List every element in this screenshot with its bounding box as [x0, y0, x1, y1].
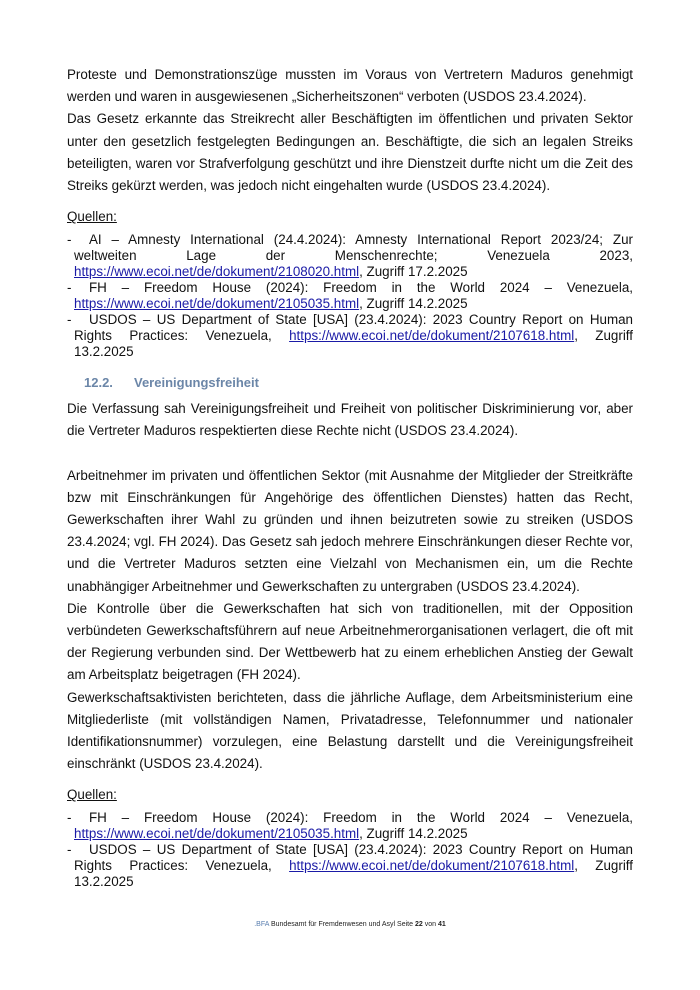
source-link[interactable]: https://www.ecoi.net/de/dokument/2105035.html: [74, 296, 360, 312]
intro-text: [67, 64, 633, 197]
paragraph: Proteste und Demonstrationszüge mussten im Voraus von Vertretern Maduros genehmigt werden und waren in ausgewiesenen „Sicherheitszonen“ verboten (USDOS 23.4.2024).: [67, 67, 633, 105]
page-content: [67, 0, 633, 950]
footer-page-label: Seite: [397, 921, 414, 928]
source-item: - FH – Freedom House (2024): Freedom in the World 2024 – Venezuela, https://www.ecoi.net/de/dokument/2105035.html, Zugriff 14.2.2025: [67, 810, 633, 842]
paragraph: Die Verfassung sah Vereinigungsfreiheit und Freiheit von politischer Diskriminierung vor, aber die Vertreter Maduros respektierten diese Rechte nicht (USDOS 23.4.2024).: [67, 401, 633, 439]
source-item: - USDOS – US Department of State [USA] (23.4.2024): 2023 Country Report on Human Rights Practices: Venezuela, https://www.ecoi.net/de/dokument/2107618.html, Zugriff 13.2.2025: [67, 312, 633, 360]
source-link[interactable]: https://www.ecoi.net/de/dokument/2108020.html: [74, 264, 360, 280]
source-access: , Zugriff 14.2.2025: [359, 296, 468, 312]
source-access: , Zugriff 13.2.2025: [74, 328, 633, 360]
source-item: - FH – Freedom House (2024): Freedom in the World 2024 – Venezuela, https://www.ecoi.net/de/dokument/2105035.html, Zugriff 14.2.2025: [67, 280, 633, 312]
page-number: 22: [414, 921, 423, 928]
footer-org: Bundesamt für Fremdenwesen und Asyl: [270, 921, 396, 928]
paragraph: Arbeitnehmer im privaten und öffentlichen Sektor (mit Ausnahme der Mitglieder der Streitkräfte bzw mit Einschränkungen für Angehörige des öffentlichen Dienstes) hatten das Recht, Gewerkschaften ihrer Wahl zu gründen und ihnen beizutreten sowie zu streiken (USDOS 23.4.2024; vgl. FH 2024). Das Gesetz sah jedoch mehrere Einschränkungen dieser Rechte vor, und die Vertreter Maduros setzten eine Vielzahl von Mechanismen ein, um die Rechte unabhängiger Arbeitnehmer und Gewerkschaften zu untergraben (USDOS 23.4.2024).: [67, 467, 633, 594]
source-text: USDOS – US Department of State [USA] (23.4.2024): 2023 Country Report on Human Rights Practices: Venezuela,: [74, 312, 633, 344]
sources-label: Quellen:: [67, 787, 117, 803]
paragraph: Das Gesetz erkannte das Streikrecht aller Beschäftigten im öffentlichen und privaten Sektor unter den gesetzlich festgelegten Bedingungen an. Beschäftigte, die sich an legalen Streiks beteiligten, waren vor Strafverfolgung geschützt und ihre Dienstzeit durfte nicht um die Zeit des Streiks gekürzt werden, was jedoch nicht eingehalten wurde (USDOS 23.4.2024).: [67, 111, 633, 194]
source-link[interactable]: https://www.ecoi.net/de/dokument/2107618.html: [289, 328, 575, 344]
paragraph: Gewerkschaftsaktivisten berichteten, dass die jährliche Auflage, dem Arbeitsministerium eine Mitgliederliste (mit vollständigen Namen, Privatadresse, Telefonnummer und nationaler Identifikationsnummer) vorzulegen, eine Belastung darstellt und die Vereinigungsfreiheit einschränkt (USDOS 23.4.2024).: [67, 689, 633, 772]
source-text: FH – Freedom House (2024): Freedom in the World 2024 – Venezuela,: [89, 280, 633, 296]
source-text: AI – Amnesty International (24.4.2024): Amnesty International Report 2023/24; Zur weltweiten Lage der Menschenrechte; Venezuela 2023,: [74, 232, 633, 264]
source-item: - AI – Amnesty International (24.4.2024): Amnesty International Report 2023/24; Zur weltweiten Lage der Menschenrechte; Venezuela 2023, https://www.ecoi.net/de/dokument/2108020.html, Zugriff 17.2.2025: [67, 232, 633, 280]
source-access: , Zugriff 17.2.2025: [359, 264, 468, 280]
page-total: 41: [437, 921, 446, 928]
paragraph: Die Kontrolle über die Gewerkschaften hat sich von traditionellen, mit der Opposition verbündeten Gewerkschaftsführern auf neue Arbeitnehmerorganisationen verlagert, die oft mit der Regierung verbunden sind. Der Wettbewerb hat zu einem erheblichen Anstieg der Gewalt am Arbeitsplatz beigetragen (FH 2024).: [67, 600, 633, 683]
sources-list-1: [67, 209, 633, 360]
page-footer: [0, 920, 700, 929]
source-access: , Zugriff 13.2.2025: [74, 858, 633, 890]
sources-list-2: [67, 787, 633, 890]
section-title: Vereinigungsfreiheit: [134, 375, 259, 391]
source-text: FH – Freedom House (2024): Freedom in the World 2024 – Venezuela,: [89, 810, 633, 826]
source-link[interactable]: https://www.ecoi.net/de/dokument/2107618.html: [289, 858, 575, 874]
bfa-logo: .BFA: [254, 921, 270, 928]
source-access: , Zugriff 14.2.2025: [359, 826, 468, 842]
source-item: - USDOS – US Department of State [USA] (23.4.2024): 2023 Country Report on Human Rights Practices: Venezuela, https://www.ecoi.net/de/dokument/2107618.html, Zugriff 13.2.2025: [67, 842, 633, 890]
section-heading: [84, 374, 633, 392]
section-text: [67, 398, 633, 775]
footer-of-label: von: [424, 921, 437, 928]
source-text: USDOS – US Department of State [USA] (23.4.2024): 2023 Country Report on Human Rights Practices: Venezuela,: [74, 842, 633, 874]
section-number: 12.2.: [84, 375, 113, 391]
sources-label: Quellen:: [67, 209, 117, 225]
source-link[interactable]: https://www.ecoi.net/de/dokument/2105035.html: [74, 826, 360, 842]
